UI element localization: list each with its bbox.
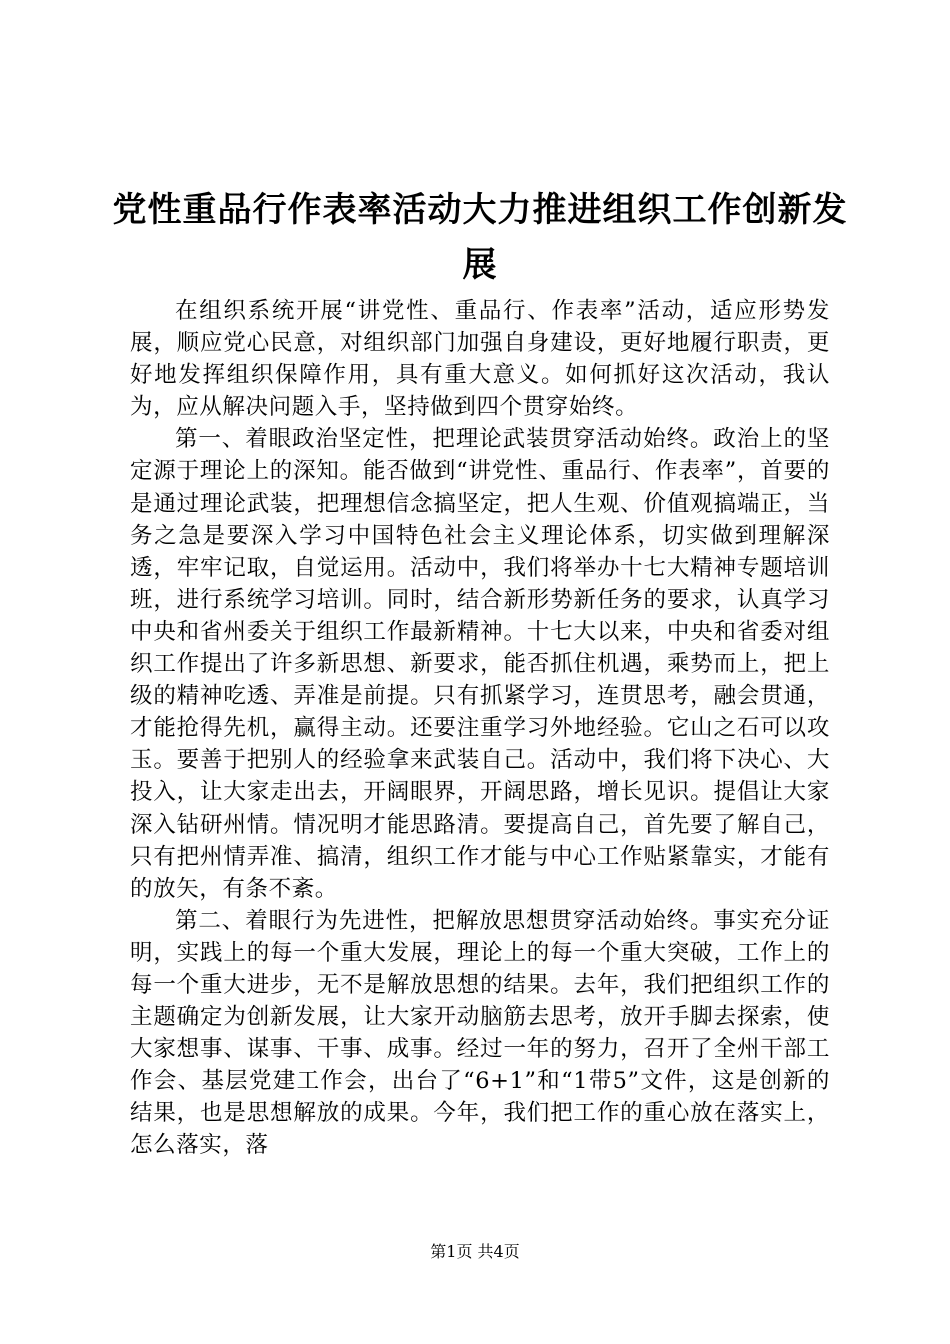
document-body (130, 295, 830, 1162)
document-title: 党性重品行作表率活动大力推进组织工作创新发展 (112, 189, 848, 285)
paragraph-second-point: 第二、着眼行为先进性，把解放思想贯穿活动始终。事实充分证明，实践上的每一个重大发展，理论上的每一个重大突破，工作上的每一个重大进步，无不是解放思想的结果。去年，我们把组织工作的主题确定为创新发展，让大家开动脑筋去思考，放开手脚去探索，使大家想事、谋事、干事、成事。经过一年的努力，召开了全州干部工作会、基层党建工作会，出台了“6+1”和“1带5”文件，这是创新的结果，也是思想解放的成果。今年，我们把工作的重心放在落实上，怎么落实，落 (130, 907, 830, 1159)
paragraph-intro: 在组织系统开展“讲党性、重品行、作表率”活动，适应形势发展，顺应党心民意，对组织部门加强自身建设，更好地履行职责，更好地发挥组织保障作用，具有重大意义。如何抓好这次活动，我认为，应从解决问题入手，坚持做到四个贯穿始终。 (130, 298, 830, 421)
page-number-footer: 第1页 共4页 (430, 1242, 520, 1261)
paragraph-first-point: 第一、着眼政治坚定性，把理论武装贯穿活动始终。政治上的坚定源于理论上的深知。能否做到“讲党性、重品行、作表率”，首要的是通过理论武装，把理想信念搞坚定，把人生观、价值观搞端正，当务之急是要深入学习中国特色社会主义理论体系，切实做到理解深透，牢牢记取，自觉运用。活动中，我们将举办十七大精神专题培训班，进行系统学习培训。同时，结合新形势新任务的要求，认真学习中央和省州委关于组织工作最新精神。十七大以来，中央和省委对组织工作提出了许多新思想、新要求，能否抓住机遇，乘势而上，把上级的精神吃透、弄准是前提。只有抓紧学习，连贯思考，融会贯通，才能抢得先机，赢得主动。还要注重学习外地经验。它山之石可以攻玉。要善于把别人的经验拿来武装自己。活动中，我们将下决心、大投入，让大家走出去，开阔眼界，开阔思路，增长见识。提倡让大家深入钻研州情。情况明才能思路清。要提高自己，首先要了解自己，只有把州情弄准、搞清，组织工作才能与中心工作贴紧靠实，才能有的放矢，有条不紊。 (130, 426, 830, 902)
